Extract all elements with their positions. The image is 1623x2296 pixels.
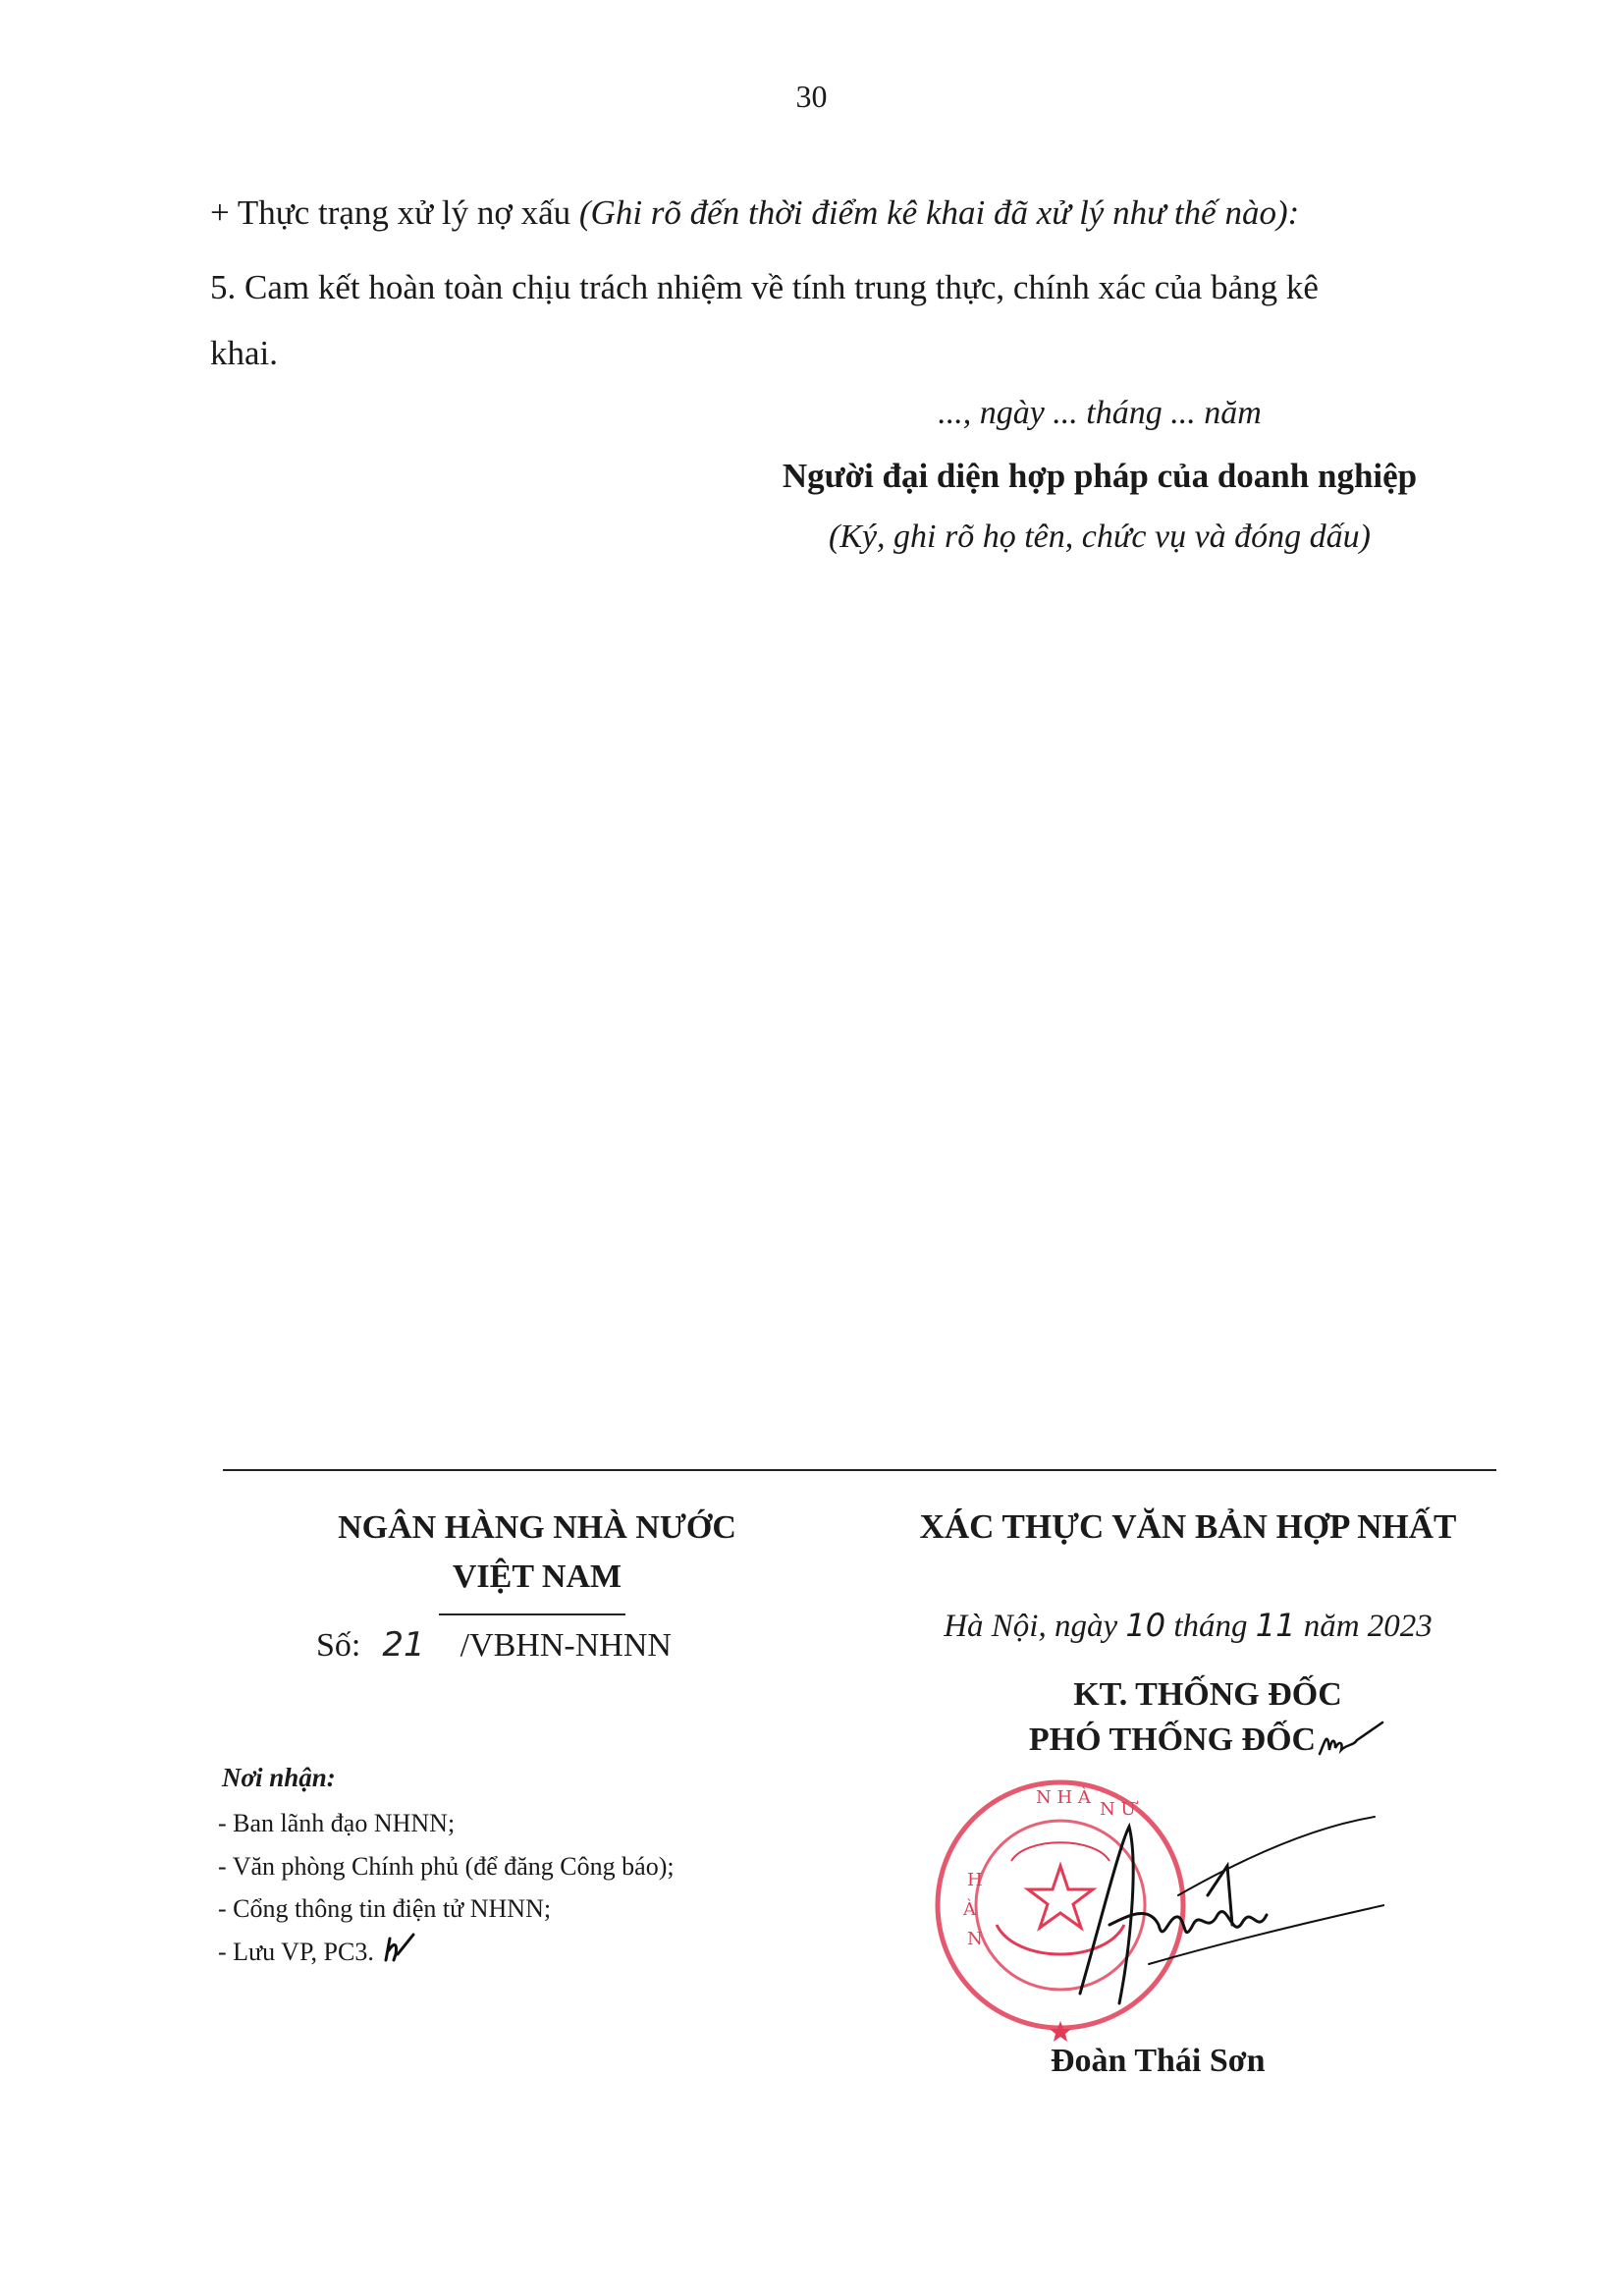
recipient-item: - Văn phòng Chính phủ (để đăng Công báo);: [218, 1851, 675, 1881]
enterprise-representative-title: Người đại diện hợp pháp của doanh nghiệp: [782, 457, 1418, 495]
initials-mark: [380, 1931, 419, 1966]
enterprise-signature-note: (Ký, ghi rõ họ tên, chức vụ và đóng dấu): [828, 519, 1372, 555]
document-number-prefix: Số:: [316, 1627, 361, 1664]
recipients-list: [218, 1802, 675, 1974]
authentication-title: XÁC THỰC VĂN BẢN HỢP NHẤT: [919, 1507, 1457, 1546]
handwritten-signature-icon: [1060, 1807, 1384, 2033]
document-number-handwritten: 21: [382, 1625, 425, 1665]
debt-handling-text: + Thực trạng xử lý nợ xấu: [210, 193, 579, 232]
day-handwritten: 10: [1125, 1607, 1166, 1644]
deputy-governor-line: PHÓ THỐNG ĐỐC: [992, 1721, 1424, 1760]
issuer-org-line2: VIỆT NAM: [452, 1558, 622, 1595]
initials-mark: [1318, 1721, 1386, 1760]
authentication-date: Hà Nội, ngày 10 tháng 11 năm 2023: [944, 1607, 1433, 1644]
svg-text:N H À: N H À: [1036, 1787, 1091, 1808]
month-handwritten: 11: [1255, 1607, 1296, 1644]
issuer-org-line1: NGÂN HÀNG NHÀ NƯỚC: [338, 1509, 736, 1546]
recipient-item: - Lưu VP, PC3.: [218, 1931, 675, 1974]
svg-text:N Ư: N Ư: [1100, 1799, 1136, 1820]
recipient-item: - Cổng thông tin điện tử NHNN;: [218, 1894, 552, 1924]
document-number: [316, 1625, 672, 1665]
body-line-debt-handling: [210, 192, 1299, 234]
svg-text:H: H: [967, 1870, 983, 1890]
body-line-commitment: 5. Cam kết hoàn toàn chịu trách nhiệm về tính trung thực, chính xác của bảng kê: [210, 268, 1319, 306]
issuer-underline: [439, 1613, 625, 1615]
page-number: 30: [795, 79, 828, 114]
kt-governor-line: KT. THỐNG ĐỐC: [1073, 1676, 1342, 1713]
debt-handling-instruction: (Ghi rõ đến thời điểm kê khai đã xử lý như thế nào):: [578, 193, 1300, 232]
svg-text:À: À: [963, 1899, 976, 1920]
section-divider: [223, 1469, 1496, 1471]
svg-text:N: N: [967, 1929, 983, 1949]
signer-name: Đoàn Thái Sơn: [1051, 2043, 1266, 2079]
recipients-title: Nơi nhận:: [222, 1763, 336, 1792]
recipient-item: - Ban lãnh đạo NHNN;: [218, 1809, 456, 1837]
document-number-suffix: /VBHN-NHNN: [460, 1627, 672, 1664]
body-line-commitment-end: khai.: [210, 334, 279, 372]
enterprise-date-line: ..., ngày ... tháng ... năm: [938, 395, 1262, 431]
